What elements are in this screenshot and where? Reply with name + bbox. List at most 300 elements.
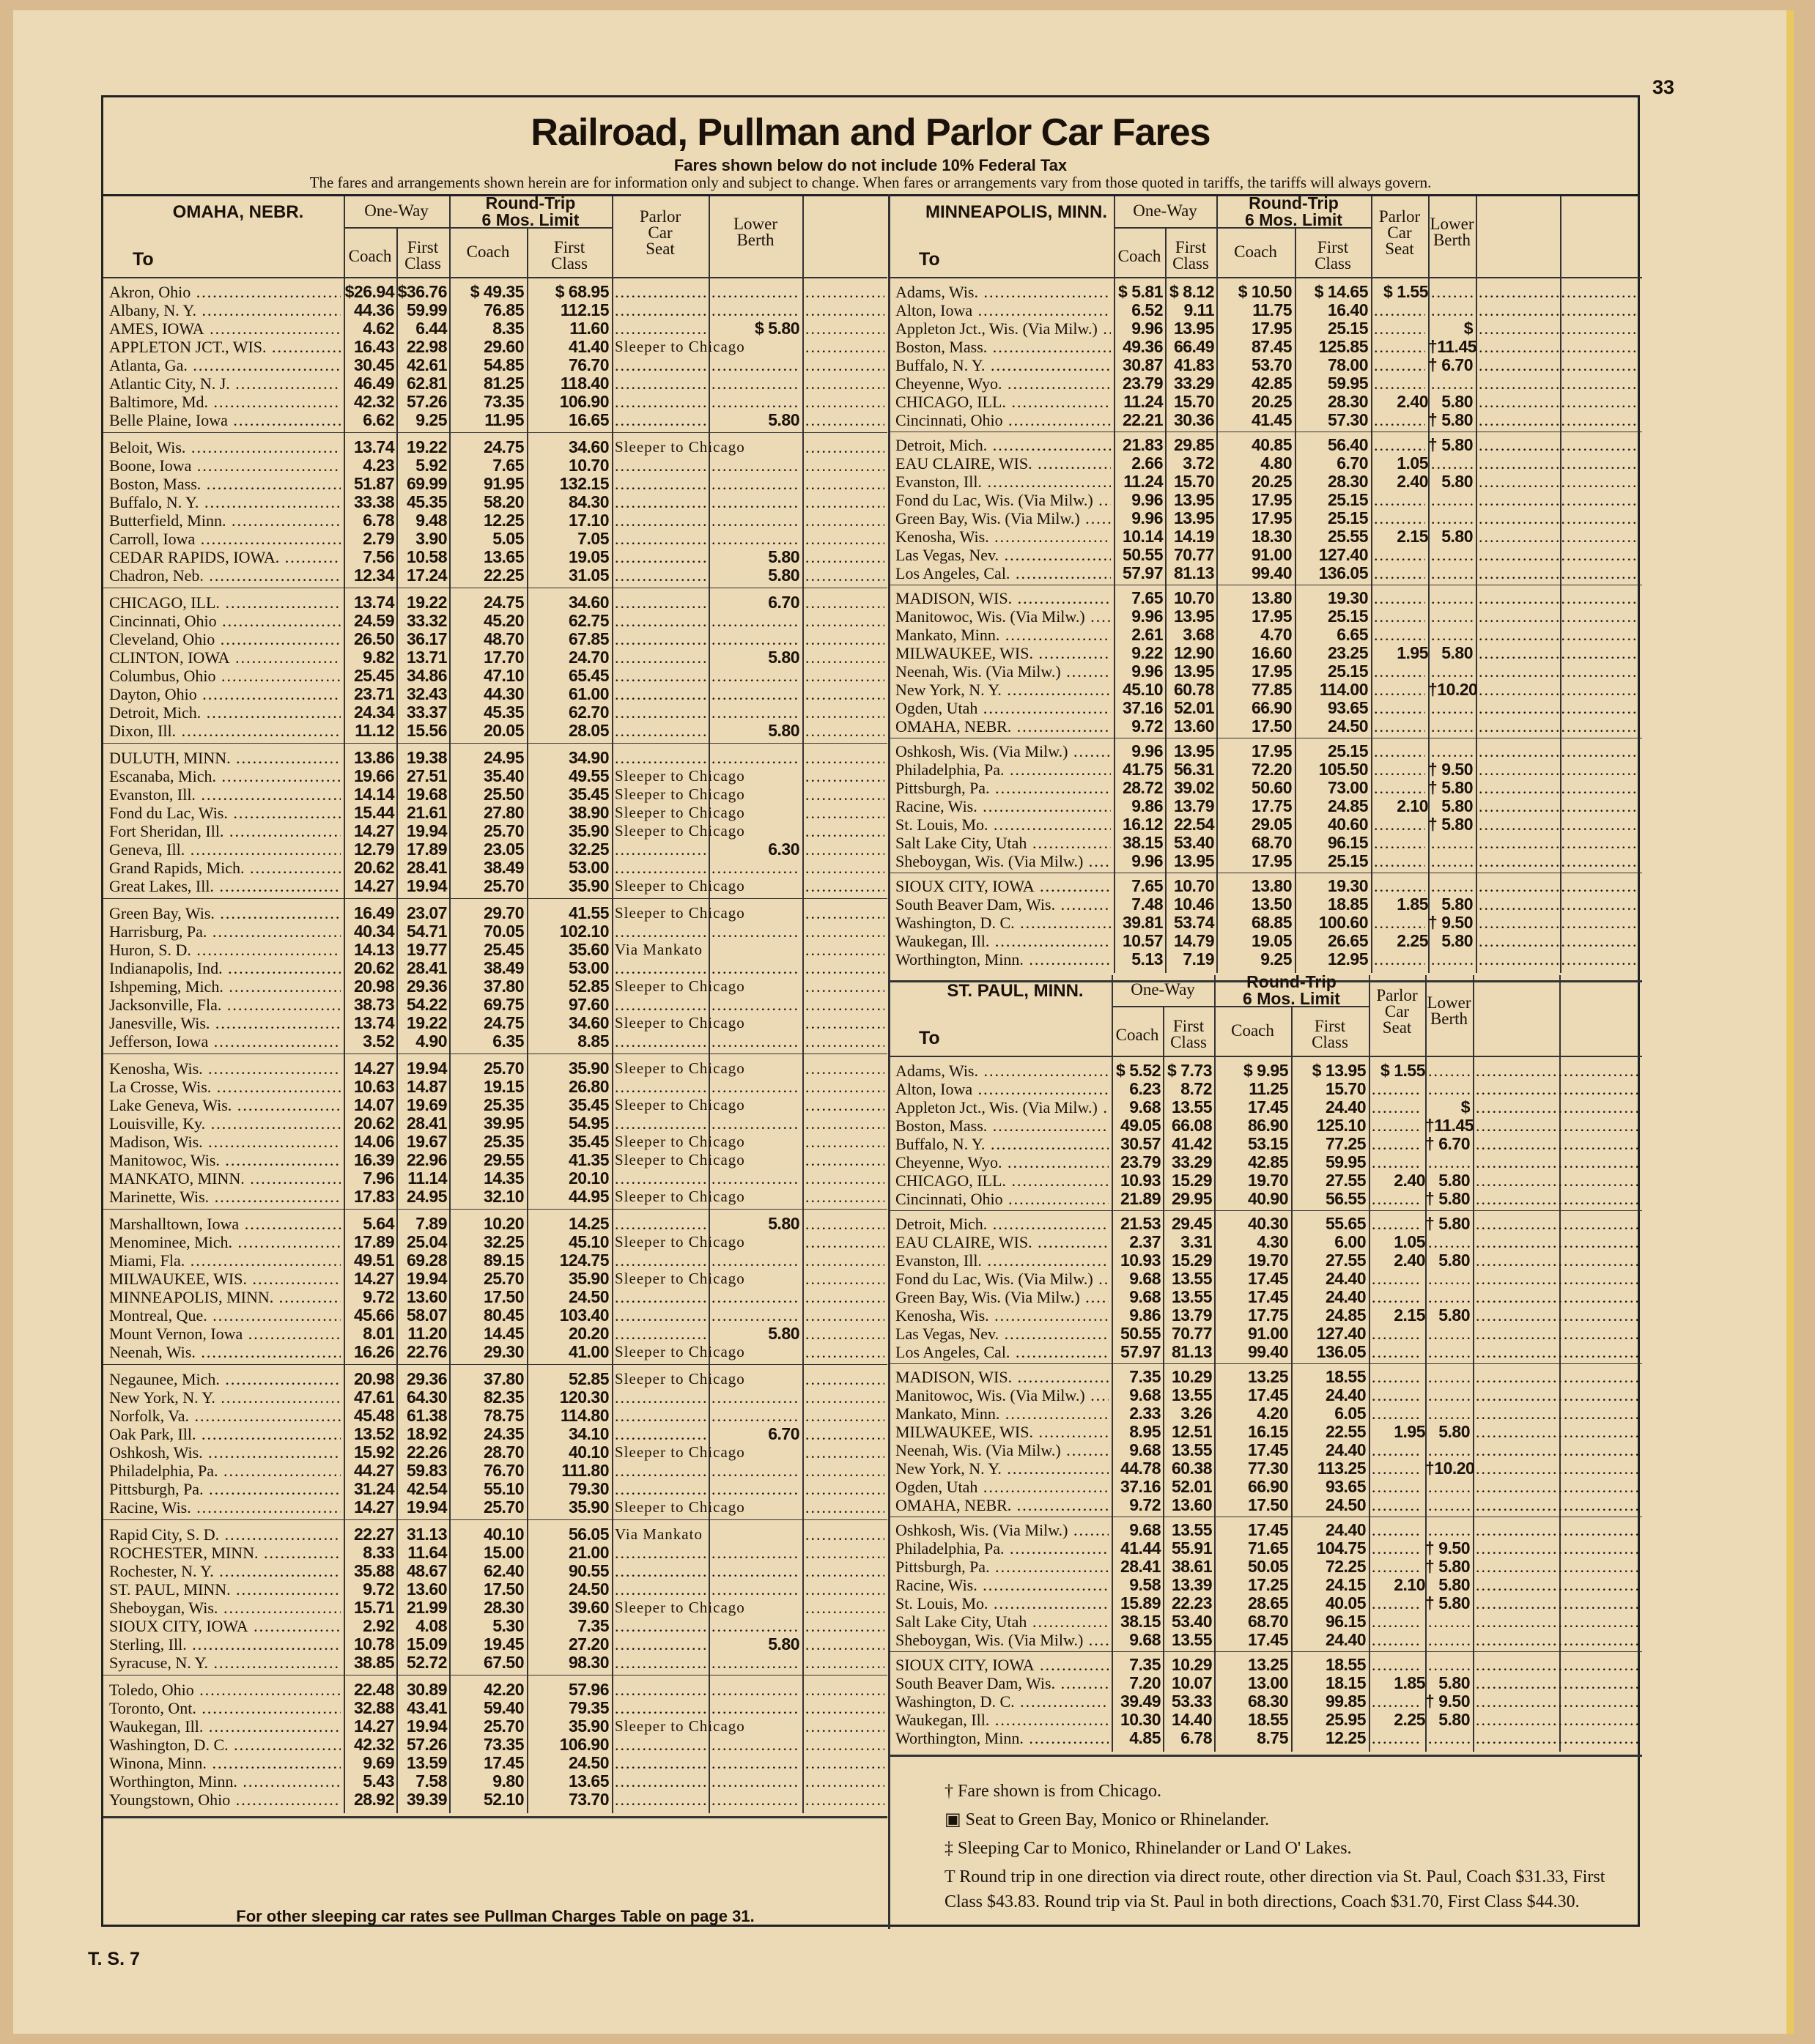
empty-cell bbox=[805, 767, 884, 785]
table-row bbox=[103, 648, 887, 667]
one-way-first-fare: 39.39 bbox=[406, 1790, 447, 1809]
group-rule bbox=[103, 432, 887, 433]
round-trip-first-fare: 118.40 bbox=[560, 374, 609, 393]
header-rule bbox=[1114, 227, 1371, 229]
round-trip-coach-fare: 17.45 bbox=[1247, 1097, 1288, 1117]
table-row bbox=[890, 1117, 1642, 1135]
empty-cell bbox=[615, 648, 706, 667]
table-row bbox=[103, 1635, 887, 1654]
empty-cell bbox=[615, 1078, 706, 1096]
one-way-coach-fare: 13.74 bbox=[353, 1013, 394, 1032]
destination-name: Menominee, Mich. ..... bbox=[109, 1233, 341, 1251]
destination-name: Norfolk, Va. ..... bbox=[109, 1407, 341, 1425]
destination-name: Jacksonville, Fla. ..... bbox=[109, 996, 341, 1014]
destination-name: Manitowoc, Wis. (Via Milw.) ..... bbox=[895, 1386, 1109, 1404]
empty-cell bbox=[615, 922, 706, 941]
empty-cell bbox=[805, 493, 884, 511]
table-row bbox=[103, 374, 887, 393]
empty-cell bbox=[805, 1059, 884, 1078]
empty-cell bbox=[1372, 1558, 1422, 1576]
round-trip-coach-fare: 54.85 bbox=[483, 355, 524, 374]
parlor-seat-fare: Sleeper to Chicago bbox=[615, 1599, 745, 1616]
lower-berth-fare: 5.80 bbox=[1438, 1422, 1470, 1441]
parlor-seat-fare: Sleeper to Chicago bbox=[615, 804, 745, 821]
empty-cell bbox=[805, 1599, 884, 1617]
table-row bbox=[890, 742, 1642, 760]
table-row bbox=[890, 1521, 1642, 1539]
empty-cell bbox=[1374, 626, 1425, 644]
one-way-coach-fare: 5.13 bbox=[1131, 949, 1163, 969]
one-way-coach-fare: 9.82 bbox=[363, 648, 394, 667]
empty-cell bbox=[1431, 607, 1473, 626]
one-way-first-fare: 15.29 bbox=[1171, 1171, 1212, 1190]
round-trip-limit-heading: 6 Mos. Limit bbox=[481, 210, 580, 229]
empty-cell bbox=[711, 1544, 799, 1562]
one-way-coach-fare: $ 5.81 bbox=[1118, 282, 1163, 301]
lower-berth-fare: 5.80 bbox=[768, 566, 799, 585]
empty-cell bbox=[615, 722, 706, 740]
parlor-car-heading: Car bbox=[648, 223, 673, 242]
empty-cell bbox=[711, 749, 799, 767]
round-trip-coach-fare: 24.75 bbox=[483, 437, 524, 456]
round-trip-first-class-heading: Class bbox=[551, 254, 588, 273]
table-row bbox=[103, 977, 887, 996]
table-row bbox=[103, 922, 887, 941]
empty-cell bbox=[805, 1151, 884, 1169]
round-trip-coach-fare: 29.05 bbox=[1251, 815, 1292, 834]
round-trip-first-fare: 106.90 bbox=[559, 392, 609, 411]
round-trip-coach-fare: 29.55 bbox=[483, 1150, 524, 1169]
lower-berth-fare: 5.80 bbox=[1441, 472, 1473, 491]
empty-cell bbox=[711, 859, 799, 877]
one-way-coach-fare: 7.96 bbox=[363, 1169, 394, 1188]
table-row bbox=[890, 1153, 1642, 1171]
table-row bbox=[103, 1462, 887, 1480]
destination-name: Neenah, Wis. ..... bbox=[109, 1343, 341, 1361]
round-trip-first-fare: 79.35 bbox=[568, 1698, 609, 1717]
one-way-first-fare: 13.55 bbox=[1171, 1269, 1212, 1288]
destination-name: Escanaba, Mich. ..... bbox=[109, 767, 341, 785]
table-row bbox=[103, 996, 887, 1014]
round-trip-first-fare: 105.50 bbox=[1318, 760, 1368, 779]
empty-cell bbox=[805, 749, 884, 767]
one-way-coach-fare: 6.78 bbox=[363, 511, 394, 530]
round-trip-first-fare: 100.60 bbox=[1318, 913, 1368, 932]
lower-berth-fare: 6.30 bbox=[768, 840, 799, 859]
round-trip-coach-fare: 13.80 bbox=[1251, 876, 1292, 895]
table-row bbox=[103, 1480, 887, 1498]
parlor-seat-fare: Sleeper to Chicago bbox=[615, 785, 745, 803]
one-way-first-fare: 53.74 bbox=[1173, 913, 1214, 932]
one-way-first-fare: 13.79 bbox=[1171, 1306, 1212, 1325]
round-trip-coach-fare: 53.70 bbox=[1251, 355, 1292, 374]
one-way-first-fare: 32.43 bbox=[406, 684, 447, 703]
empty-cell bbox=[805, 612, 884, 630]
round-trip-coach-fare: 45.35 bbox=[483, 703, 524, 722]
parlor-seat-fare: 1.95 bbox=[1397, 643, 1428, 662]
empty-cell bbox=[1428, 1478, 1470, 1496]
empty-cell bbox=[1476, 1080, 1639, 1098]
parlor-seat-fare: Sleeper to Chicago bbox=[615, 904, 745, 922]
round-trip-first-fare: 84.30 bbox=[568, 492, 609, 511]
table-row bbox=[890, 1233, 1642, 1251]
empty-cell bbox=[1374, 950, 1425, 969]
one-way-first-fare: 31.13 bbox=[406, 1525, 447, 1544]
round-trip-coach-fare: 77.85 bbox=[1251, 680, 1292, 699]
table-row bbox=[890, 1423, 1642, 1441]
destination-name: Evanston, Ill. ..... bbox=[109, 785, 341, 804]
table-row bbox=[890, 760, 1642, 779]
round-trip-coach-fare: 76.70 bbox=[483, 1461, 524, 1480]
empty-cell bbox=[805, 1032, 884, 1051]
round-trip-coach-fare: 19.45 bbox=[483, 1634, 524, 1654]
empty-cell bbox=[1428, 1153, 1470, 1171]
round-trip-first-fare: 106.90 bbox=[559, 1735, 609, 1754]
round-trip-coach-fare: 22.25 bbox=[483, 566, 524, 585]
round-trip-first-fare: 35.90 bbox=[568, 1497, 609, 1517]
group-rule bbox=[890, 1651, 1642, 1652]
empty-cell bbox=[1479, 411, 1639, 429]
destination-name: Butterfield, Minn. ..... bbox=[109, 511, 341, 530]
table-row bbox=[890, 895, 1642, 914]
destination-name: Salt Lake City, Utah ..... bbox=[895, 1612, 1109, 1631]
one-way-coach-fare: 9.96 bbox=[1131, 741, 1163, 760]
one-way-first-fare: 10.58 bbox=[406, 547, 447, 566]
destination-name: South Beaver Dam, Wis. ..... bbox=[895, 1674, 1109, 1692]
table-row bbox=[890, 1459, 1642, 1478]
empty-cell bbox=[615, 840, 706, 859]
empty-cell bbox=[1374, 436, 1425, 454]
empty-cell bbox=[1476, 1404, 1639, 1423]
table-row bbox=[890, 852, 1642, 870]
empty-cell bbox=[1476, 1521, 1639, 1539]
table-row bbox=[890, 644, 1642, 662]
table-row bbox=[890, 1135, 1642, 1153]
parlor-seat-fare: Sleeper to Chicago bbox=[615, 767, 745, 785]
round-trip-coach-fare: 13.00 bbox=[1247, 1673, 1288, 1692]
one-way-coach-fare: 16.49 bbox=[353, 903, 394, 922]
group-rule bbox=[103, 1519, 887, 1520]
empty-cell bbox=[805, 393, 884, 411]
one-way-coach-fare: 20.98 bbox=[353, 1369, 394, 1388]
pullman-footer-note: For other sleeping car rates see Pullman Charges Table on page 31. bbox=[236, 1907, 755, 1925]
one-way-first-fare: 10.29 bbox=[1171, 1367, 1212, 1386]
lower-berth-fare: 5.80 bbox=[1438, 1710, 1470, 1729]
table-row bbox=[890, 1368, 1642, 1386]
round-trip-first-fare: 97.60 bbox=[568, 995, 609, 1014]
empty-cell bbox=[615, 530, 706, 548]
destination-name: Huron, S. D. ..... bbox=[109, 941, 341, 959]
parlor-seat-fare: 2.40 bbox=[1394, 1171, 1425, 1190]
one-way-coach-fare: 4.23 bbox=[363, 456, 394, 475]
empty-cell bbox=[805, 1407, 884, 1425]
round-trip-first-fare: 56.40 bbox=[1327, 435, 1368, 454]
round-trip-first-fare: 25.15 bbox=[1327, 508, 1368, 527]
round-trip-first-fare: 6.70 bbox=[1337, 453, 1368, 473]
round-trip-coach-fare: 17.75 bbox=[1251, 796, 1292, 815]
round-trip-first-fare: 26.80 bbox=[568, 1077, 609, 1096]
table-row bbox=[103, 493, 887, 511]
table-row bbox=[890, 1306, 1642, 1325]
one-way-first-fare: 21.99 bbox=[406, 1598, 447, 1617]
one-way-coach-heading: Coach bbox=[1117, 247, 1161, 265]
table-row bbox=[103, 1617, 887, 1635]
empty-cell bbox=[1476, 1062, 1639, 1080]
round-trip-first-fare: 41.00 bbox=[568, 1342, 609, 1361]
one-way-coach-fare: 49.05 bbox=[1120, 1116, 1161, 1135]
round-trip-coach-heading: Coach bbox=[1231, 1021, 1274, 1040]
table-row bbox=[103, 1078, 887, 1096]
empty-cell bbox=[711, 1654, 799, 1672]
round-trip-first-fare: 27.55 bbox=[1325, 1171, 1366, 1190]
one-way-first-fare: 52.01 bbox=[1171, 1477, 1212, 1496]
empty-cell bbox=[805, 840, 884, 859]
one-way-coach-fare: 7.48 bbox=[1131, 895, 1163, 914]
round-trip-coach-fare: 17.95 bbox=[1251, 851, 1292, 870]
table-row bbox=[103, 393, 887, 411]
round-trip-coach-fare: 4.30 bbox=[1257, 1232, 1288, 1251]
destination-name: Grand Rapids, Mich. ..... bbox=[109, 859, 341, 877]
group-rule bbox=[103, 1209, 887, 1210]
one-way-first-fare: 13.55 bbox=[1171, 1520, 1212, 1539]
empty-cell bbox=[805, 1462, 884, 1480]
empty-cell bbox=[1479, 760, 1639, 779]
table-row bbox=[103, 1599, 887, 1617]
round-trip-coach-fare: 77.30 bbox=[1247, 1459, 1288, 1478]
empty-cell bbox=[1479, 852, 1639, 870]
table-row bbox=[890, 1288, 1642, 1306]
parlor-heading: Parlor bbox=[1378, 207, 1421, 226]
lower-berth-fare: † 5.80 bbox=[1425, 1214, 1470, 1233]
one-way-first-fare: 12.51 bbox=[1171, 1422, 1212, 1441]
empty-cell bbox=[1374, 301, 1425, 319]
round-trip-first-fare: 18.55 bbox=[1325, 1655, 1366, 1674]
parlor-seat-fare: 2.15 bbox=[1394, 1306, 1425, 1325]
one-way-coach-fare: 14.27 bbox=[353, 876, 394, 895]
round-trip-first-class-heading: Class bbox=[1315, 254, 1351, 273]
round-trip-coach-fare: 13.25 bbox=[1247, 1655, 1288, 1674]
empty-cell bbox=[1479, 797, 1639, 815]
one-way-first-fare: 3.68 bbox=[1183, 625, 1214, 644]
one-way-coach-fare: 9.86 bbox=[1129, 1306, 1161, 1325]
one-way-coach-fare: 26.50 bbox=[353, 629, 394, 648]
one-way-coach-fare: 22.48 bbox=[353, 1680, 394, 1699]
destination-name: Atlantic City, N. J. ..... bbox=[109, 374, 341, 393]
lower-berth-fare: 5.80 bbox=[768, 1324, 799, 1343]
parlor-seat-fare: Sleeper to Chicago bbox=[615, 877, 745, 895]
lower-berth-fare: 5.80 bbox=[768, 1214, 799, 1233]
round-trip-first-fare: 72.25 bbox=[1325, 1557, 1366, 1576]
one-way-first-fare: 7.58 bbox=[415, 1771, 447, 1791]
empty-cell bbox=[1428, 1062, 1470, 1080]
lower-berth-heading: Berth bbox=[1430, 1010, 1468, 1028]
destination-name: Sheboygan, Wis. ..... bbox=[109, 1599, 341, 1617]
table-row bbox=[103, 438, 887, 456]
empty-cell bbox=[1431, 301, 1473, 319]
round-trip-coach-fare: 13.50 bbox=[1251, 895, 1292, 914]
lower-berth-fare: †11.45 bbox=[1428, 337, 1477, 356]
empty-cell bbox=[805, 1580, 884, 1599]
round-trip-coach-fare: 4.20 bbox=[1257, 1404, 1288, 1423]
destination-name: MILWAUKEE, WIS. ..... bbox=[895, 644, 1111, 662]
origin-city-heading: OMAHA, NEBR. bbox=[172, 202, 304, 222]
empty-cell bbox=[615, 1580, 706, 1599]
one-way-coach-fare: 50.55 bbox=[1120, 1324, 1161, 1343]
round-trip-first-fare: 54.95 bbox=[568, 1114, 609, 1133]
empty-cell bbox=[615, 356, 706, 374]
empty-cell bbox=[1479, 283, 1639, 301]
empty-cell bbox=[1431, 564, 1473, 582]
round-trip-first-fare: 114.00 bbox=[1319, 680, 1368, 699]
round-trip-coach-fare: 29.60 bbox=[483, 337, 524, 356]
one-way-first-fare: 13.95 bbox=[1173, 490, 1214, 509]
empty-cell bbox=[1476, 1656, 1639, 1674]
destination-name: Cheyenne, Wyo. ..... bbox=[895, 374, 1111, 393]
destination-name: Kenosha, Wis. ..... bbox=[895, 1306, 1109, 1325]
one-way-coach-fare: 14.07 bbox=[353, 1095, 394, 1114]
empty-cell bbox=[711, 1032, 799, 1051]
round-trip-first-fare: 35.45 bbox=[568, 785, 609, 804]
empty-cell bbox=[1428, 1631, 1470, 1649]
empty-cell bbox=[1479, 436, 1639, 454]
round-trip-first-fare: 24.15 bbox=[1325, 1575, 1366, 1594]
table-row bbox=[890, 1674, 1642, 1692]
one-way-coach-fare: 47.61 bbox=[353, 1388, 394, 1407]
one-way-first-fare: 13.79 bbox=[1173, 796, 1214, 815]
round-trip-first-fare: 24.70 bbox=[568, 648, 609, 667]
round-trip-first-fare: 35.45 bbox=[568, 1132, 609, 1151]
round-trip-first-fare: 136.05 bbox=[1318, 563, 1368, 582]
one-way-coach-fare: 12.79 bbox=[353, 840, 394, 859]
round-trip-first-fare: 136.05 bbox=[1316, 1342, 1366, 1361]
one-way-first-fare: 58.07 bbox=[406, 1306, 447, 1325]
destination-name: MADISON, WIS. ..... bbox=[895, 1368, 1109, 1386]
empty-cell bbox=[615, 749, 706, 767]
parlor-seat-fare: Sleeper to Chicago bbox=[615, 1059, 745, 1077]
round-trip-first-fare: 35.60 bbox=[568, 940, 609, 959]
empty-cell bbox=[615, 1407, 706, 1425]
round-trip-first-fare: 57.96 bbox=[568, 1680, 609, 1699]
one-way-coach-fare: 8.01 bbox=[363, 1324, 394, 1343]
table-row bbox=[103, 1717, 887, 1736]
empty-cell bbox=[1479, 644, 1639, 662]
round-trip-first-fare: 41.55 bbox=[568, 903, 609, 922]
empty-cell bbox=[1476, 1233, 1639, 1251]
round-trip-coach-fare: 4.70 bbox=[1260, 625, 1292, 644]
table-row bbox=[103, 283, 887, 301]
one-way-coach-fare: 2.79 bbox=[363, 529, 394, 548]
one-way-heading: One-Way bbox=[364, 201, 429, 220]
one-way-coach-fare: 21.53 bbox=[1120, 1214, 1161, 1233]
empty-cell bbox=[615, 1462, 706, 1480]
table-row bbox=[890, 681, 1642, 699]
round-trip-coach-fare: 87.45 bbox=[1251, 337, 1292, 356]
one-way-first-fare: 33.29 bbox=[1171, 1152, 1212, 1171]
empty-cell bbox=[1479, 546, 1639, 564]
round-trip-first-fare: 16.40 bbox=[1327, 300, 1368, 319]
round-trip-coach-fare: 58.20 bbox=[483, 492, 524, 511]
round-trip-coach-fare: 53.15 bbox=[1247, 1134, 1288, 1153]
empty-cell bbox=[1431, 509, 1473, 527]
table-row bbox=[103, 1736, 887, 1754]
destination-name: Fort Sheridan, Ill. ..... bbox=[109, 822, 341, 840]
empty-cell bbox=[615, 1288, 706, 1306]
destination-name: Washington, D. C. ..... bbox=[895, 914, 1111, 932]
empty-cell bbox=[1479, 717, 1639, 736]
empty-cell bbox=[615, 511, 706, 530]
one-way-coach-fare: 10.93 bbox=[1120, 1171, 1161, 1190]
one-way-coach-fare: 23.79 bbox=[1120, 1152, 1161, 1171]
empty-cell bbox=[711, 283, 799, 301]
one-way-first-fare: 69.99 bbox=[406, 474, 447, 493]
empty-cell bbox=[1372, 1521, 1422, 1539]
table-row bbox=[103, 612, 887, 630]
table-row bbox=[890, 1656, 1642, 1674]
one-way-coach-fare: 21.89 bbox=[1120, 1189, 1161, 1208]
one-way-coach-fare: 17.83 bbox=[353, 1187, 394, 1206]
parlor-seat-fare: 2.15 bbox=[1397, 527, 1428, 546]
lower-berth-fare: 5.80 bbox=[768, 410, 799, 429]
destination-name: Geneva, Ill. ..... bbox=[109, 840, 341, 859]
one-way-coach-fare: 30.45 bbox=[353, 355, 394, 374]
round-trip-coach-fare: 73.35 bbox=[483, 1735, 524, 1754]
one-way-coach-fare: 9.96 bbox=[1131, 607, 1163, 626]
table-row bbox=[103, 1699, 887, 1717]
round-trip-coach-fare: 14.35 bbox=[483, 1169, 524, 1188]
one-way-coach-fare: 57.97 bbox=[1122, 563, 1163, 582]
one-way-first-fare: 23.07 bbox=[406, 903, 447, 922]
round-trip-coach-fare: 17.95 bbox=[1251, 508, 1292, 527]
round-trip-coach-fare: 91.00 bbox=[1251, 545, 1292, 564]
one-way-heading: One-Way bbox=[1131, 980, 1195, 999]
lower-berth-fare: 5.80 bbox=[1441, 796, 1473, 815]
empty-cell bbox=[711, 374, 799, 393]
empty-cell bbox=[1374, 607, 1425, 626]
round-trip-coach-fare: 55.10 bbox=[483, 1479, 524, 1498]
one-way-coach-fare: 9.72 bbox=[1131, 716, 1163, 736]
one-way-coach-fare: 57.97 bbox=[1120, 1342, 1161, 1361]
table-row bbox=[103, 1059, 887, 1078]
round-trip-coach-fare: 41.45 bbox=[1251, 410, 1292, 429]
round-trip-coach-fare: 11.75 bbox=[1252, 300, 1292, 319]
destination-name: Adams, Wis. ..... bbox=[895, 1062, 1109, 1080]
footnote-seat: ▣ Seat to Green Bay, Monico or Rhinelander. bbox=[945, 1810, 1270, 1829]
footnote-sleeping-car: ‡ Sleeping Car to Monico, Rhinelander or Land O' Lakes. bbox=[945, 1839, 1352, 1858]
round-trip-first-fare: 55.65 bbox=[1325, 1214, 1366, 1233]
parlor-seat-fare: Sleeper to Chicago bbox=[615, 1096, 745, 1114]
empty-cell bbox=[1479, 491, 1639, 509]
empty-cell bbox=[1374, 356, 1425, 374]
destination-name: Manitowoc, Wis. (Via Milw.) ..... bbox=[895, 607, 1111, 626]
round-trip-limit-heading: 6 Mos. Limit bbox=[1245, 210, 1342, 229]
table-row bbox=[890, 1558, 1642, 1576]
empty-cell bbox=[711, 685, 799, 703]
round-trip-first-fare: 40.60 bbox=[1327, 815, 1368, 834]
empty-cell bbox=[615, 1754, 706, 1772]
one-way-first-fare: 11.20 bbox=[407, 1324, 447, 1343]
empty-cell bbox=[615, 301, 706, 319]
empty-cell bbox=[1374, 662, 1425, 681]
empty-cell bbox=[615, 667, 706, 685]
one-way-coach-fare: 22.21 bbox=[1122, 410, 1163, 429]
one-way-coach-fare: 16.43 bbox=[353, 337, 394, 356]
one-way-coach-fare: 37.16 bbox=[1122, 698, 1163, 717]
footnote-round-trip: T Round trip in one direction via direct route, other direction via St. Paul, Coach $31.33, First Class $43.83. Round trip via St. Paul in both directions, Coach $31.70, First Class $44.30. bbox=[945, 1867, 1605, 1911]
round-trip-coach-fare: 42.85 bbox=[1247, 1152, 1288, 1171]
empty-cell bbox=[1428, 1368, 1470, 1386]
destination-name: Mankato, Minn. ..... bbox=[895, 626, 1111, 644]
table-row bbox=[103, 1151, 887, 1169]
